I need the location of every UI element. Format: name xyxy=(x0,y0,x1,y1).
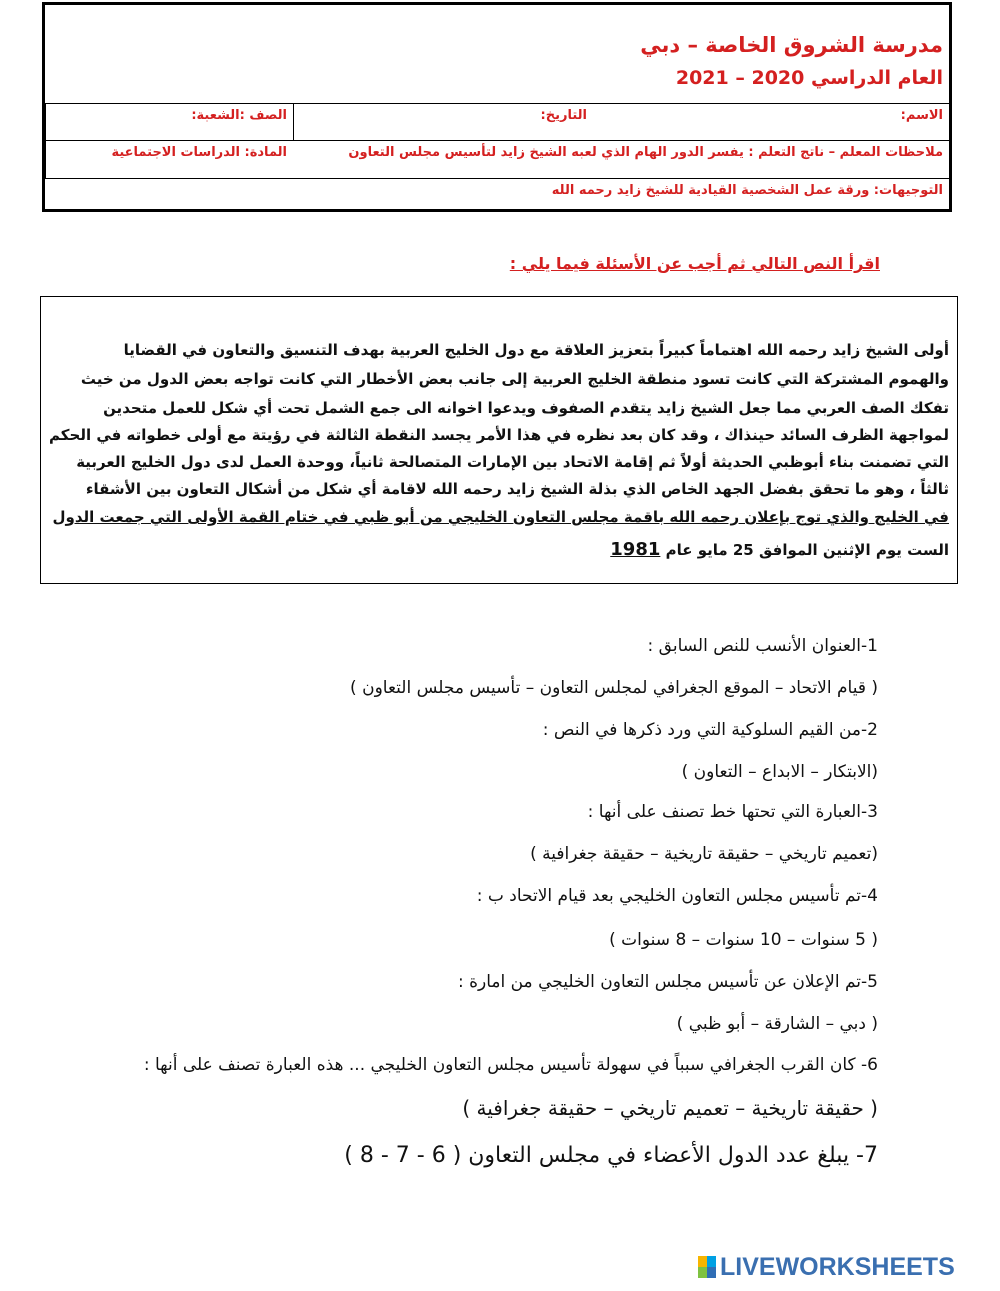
passage-line: تفكك الصف العربي مما جعل الشيخ زايد يتقدم الصفوف ويدعوا اخوانه الى جمع الشمل تحت أي شكل للعمل متحدين xyxy=(103,399,949,417)
header-title-area xyxy=(45,5,949,104)
question-4: 4-تم تأسيس مجلس التعاون الخليجي بعد قيام الاتحاد ب : xyxy=(476,886,878,906)
question-3: 3-العبارة التي تحتها خط تصنف على أنها : xyxy=(587,802,878,822)
answer-options-3[interactable]: (تعميم تاريخي – حقيقة تاريخية – حقيقة جغرافية ) xyxy=(530,844,878,864)
passage-line: أولى الشيخ زايد رحمه الله اهتماماً كبيراً بتعزيز العلاقة مع دول الخليج العربية بهدف التنسيق والتعاون في القضايا xyxy=(123,341,949,359)
passage-box xyxy=(40,296,958,584)
answer-options-5[interactable]: ( دبي – الشارقة – أبو ظبي ) xyxy=(676,1014,878,1034)
question-5: 5-تم الإعلان عن تأسيس مجلس التعاون الخليجي من امارة : xyxy=(457,972,878,992)
header-table xyxy=(42,2,952,212)
last-line-text: الست يوم الإثنين الموافق 25 مايو عام xyxy=(660,541,949,559)
header-row-directions xyxy=(45,178,949,212)
passage-line: ثالثاً ، وهو ما تحقق بفضل الجهد الخاص الذي بذلة الشيخ زايد رحمه الله لاقامة أي شكل من أشكال التعاون بين الأشقاء xyxy=(85,480,949,498)
underlined-text: في الخليج والذي توج بإعلان رحمه الله باقمة مجلس التعاون الخليجي من أبو ظبي في ختام القمة الأولى التي جمعت الدول xyxy=(52,508,949,526)
passage-line-underlined xyxy=(49,508,949,526)
logo-icon xyxy=(698,1256,716,1278)
date-label: التاريخ: xyxy=(293,103,593,140)
passage-line: التي تضمنت بناء أبوظبي الحديثة أولاً ثم إقامة الاتحاد بين الإمارات المتصالحة ثانياً، ووحدة العمل لدى دول الخليج العربية xyxy=(76,453,949,471)
school-name: مدرسة الشروق الخاصة – دبي xyxy=(640,33,943,57)
liveworksheets-logo xyxy=(698,1254,955,1280)
header-row-name xyxy=(45,103,949,141)
header-row-notes xyxy=(45,140,949,179)
name-label: الاسم: xyxy=(900,108,943,123)
logo-text: LIVEWORKSHEETS xyxy=(720,1252,955,1281)
answer-options-1[interactable]: ( قيام الاتحاد – الموقع الجغرافي لمجلس التعاون – تأسيس مجلس التعاون ) xyxy=(350,678,878,698)
teacher-notes: ملاحظات المعلم – ناتج التعلم : يفسر الدور الهام الذي لعبه الشيخ زايد لتأسيس مجلس التعاون xyxy=(348,145,943,160)
passage-line: لمواجهة الظرف السائد حينذاك ، وقد كان بعد نظره في هذا الأمر يجسد النقطة الثالثة في رؤيتة مع أولى خطواته في الحكم xyxy=(49,426,949,444)
passage-last-line xyxy=(49,539,949,560)
class-label: الصف :الشعبة: xyxy=(45,103,293,140)
last-line-year: 1981 xyxy=(610,539,661,560)
question-6: 6- كان القرب الجغرافي سبباً في سهولة تأسيس مجلس التعاون الخليجي ... هذه العبارة تصنف على أنها : xyxy=(143,1055,878,1075)
question-2: 2-من القيم السلوكية التي ورد ذكرها في النص : xyxy=(542,720,878,740)
academic-year: العام الدراسي 2020 – 2021 xyxy=(675,67,943,89)
question-7[interactable]: 7- يبلغ عدد الدول الأعضاء في مجلس التعاون ( 6 - 7 - 8 ) xyxy=(344,1143,878,1168)
directions: التوجيهات: ورقة عمل الشخصية القيادية للشيخ زايد رحمه الله xyxy=(551,183,943,198)
subject-label: المادة: الدراسات الاجتماعية xyxy=(45,140,293,178)
question-1: 1-العنوان الأنسب للنص السابق : xyxy=(647,636,878,656)
answer-options-2[interactable]: (الابتكار – الابداع – التعاون ) xyxy=(681,762,878,782)
answer-options-4[interactable]: ( 5 سنوات – 10 سنوات – 8 سنوات ) xyxy=(609,930,878,950)
passage-line: والهموم المشتركة التي كانت تسود منطقة الخليج العربية إلى جانب بعض الأخطار التي كانت تواجه بعض الدول من خيث xyxy=(80,370,949,388)
reading-instruction: اقرأ النص التالي ثم أجب عن الأسئلة فيما يلي : xyxy=(509,254,880,273)
answer-options-6[interactable]: ( حقيقة تاريخية – تعميم تاريخي – حقيقة جغرافية ) xyxy=(462,1096,878,1120)
